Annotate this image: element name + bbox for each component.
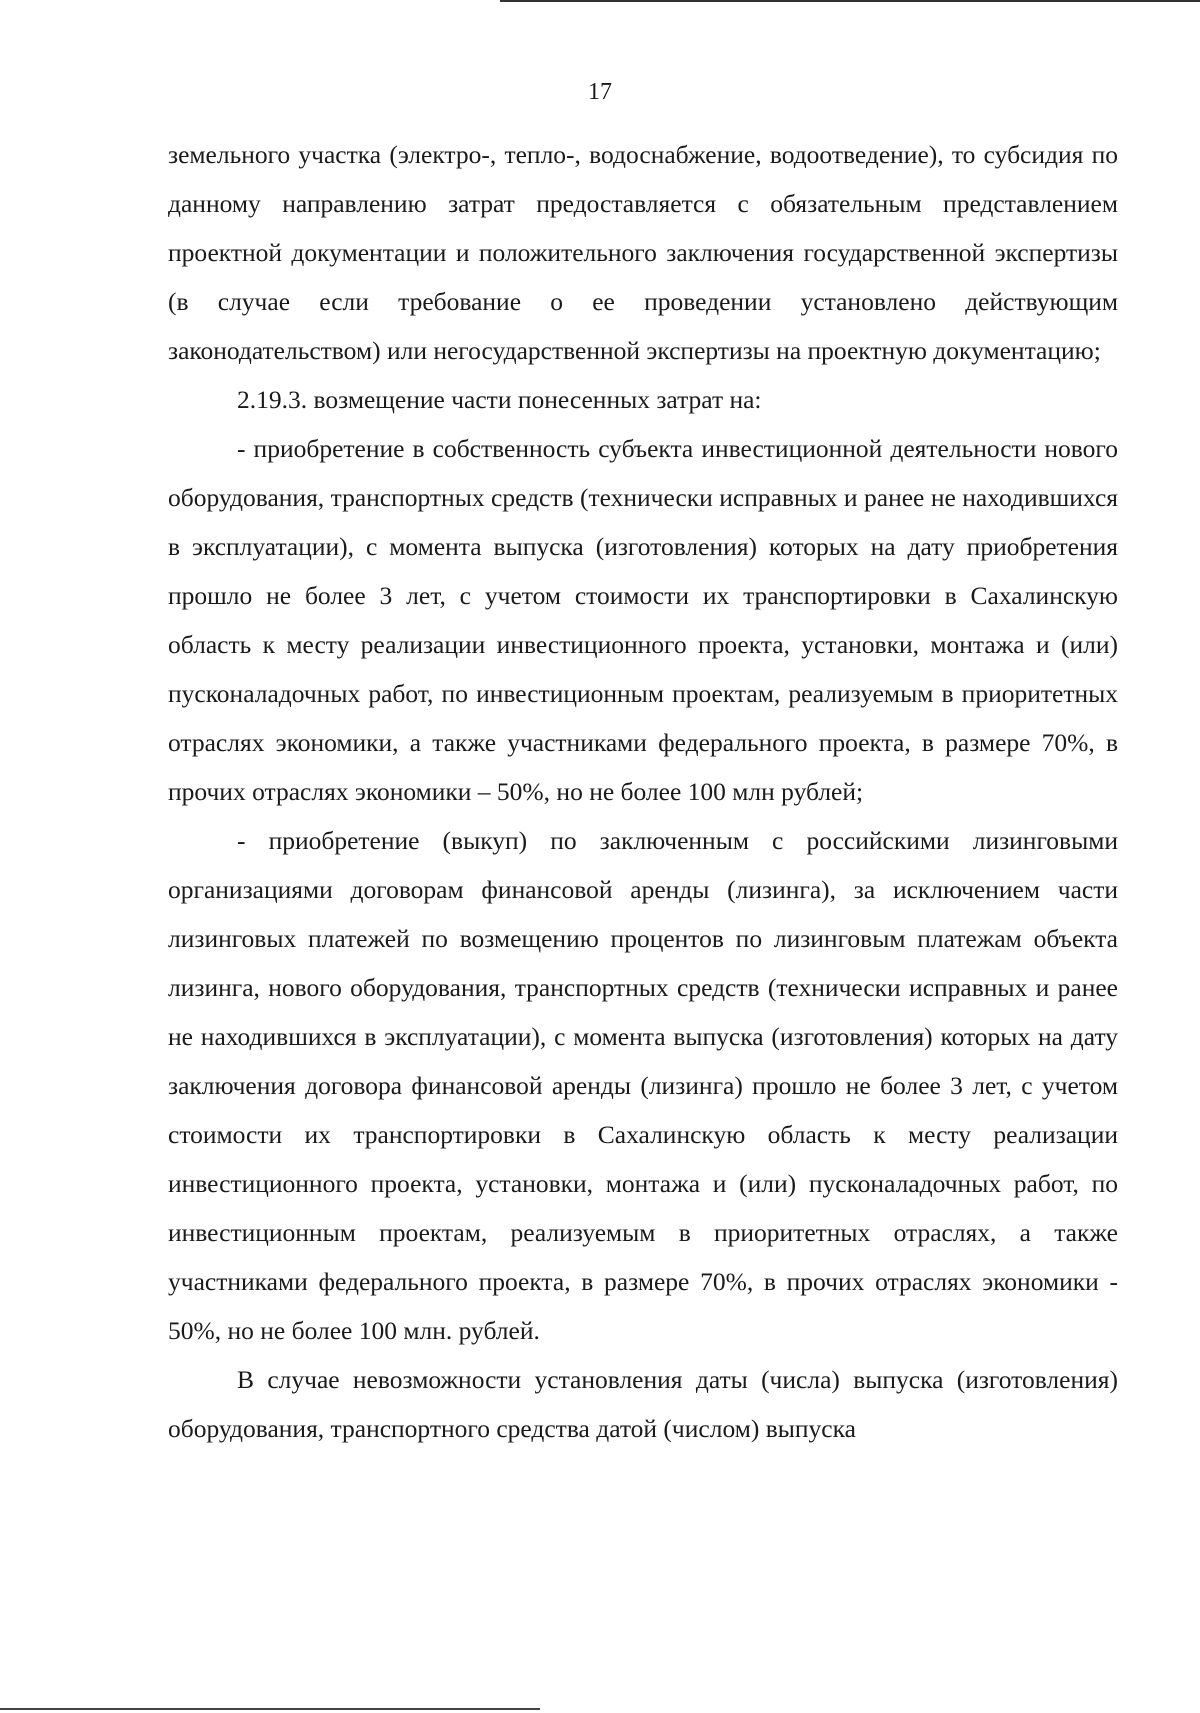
paragraph-leasing: - приобретение (выкуп) по заключенным с российскими лизинговыми организациями договорам финансовой аренды (лизинга), за исключением части лизинговых платежей по возмещению процентов по лизинговым платежам объекта лизинга, нового оборудования, транспортных средств (технически исправных и ранее не находившихся в эксплуатации), с момента выпуска (изготовления) которых на дату заключения договора финансовой аренды (лизинга) прошло не более 3 лет, с учетом стоимости их транспортировки в Сахалинскую область к месту реализации инвестиционного проекта, установки, монтажа и (или) пусконаладочных работ, по инвестиционным проектам, реализуемым в приоритетных отраслях, а также участниками федерального проекта, в размере 70%, в прочих отраслях экономики - 50%, но не более 100 млн. рублей. <box>168 826 1118 1345</box>
paragraph-date-impossibility: В случае невозможности установления даты (числа) выпуска (изготовления) оборудования, транспортного средства датой (числом) выпуска <box>168 1365 1118 1443</box>
scan-edge-line-bottom <box>0 1708 540 1710</box>
paragraph-purchase-equipment: - приобретение в собственность субъекта инвестиционной деятельности нового оборудования, транспортных средств (технически исправных и ранее не находившихся в эксплуатации), с момента выпуска (изготовления) которых на дату приобретения прошло не более 3 лет, с учетом стоимости их транспортировки в Сахалинскую область к месту реализации инвестиционного проекта, установки, монтажа и (или) пусконаладочных работ, по инвестиционным проектам, реализуемым в приоритетных отраслях экономики, а также участниками федерального проекта, в размере 70%, в прочих отраслях экономики – 50%, но не более 100 млн рублей; <box>168 434 1118 806</box>
scan-edge-line-top <box>500 0 1200 2</box>
paragraph-continuation: земельного участка (электро-, тепло-, водоснабжение, водоотведение), то субсидия по данному направлению затрат предоставляется с обязательным представлением проектной документации и положительного заключения государственной экспертизы (в случае если требование о ее проведении установлено действующим законодательством) или негосударственной экспертизы на проектную документацию; <box>168 140 1118 365</box>
page-number: 17 <box>588 79 612 105</box>
paragraph-section-2-19-3: 2.19.3. возмещение части понесенных затрат на: <box>237 385 762 414</box>
document-body <box>168 130 1118 1453</box>
